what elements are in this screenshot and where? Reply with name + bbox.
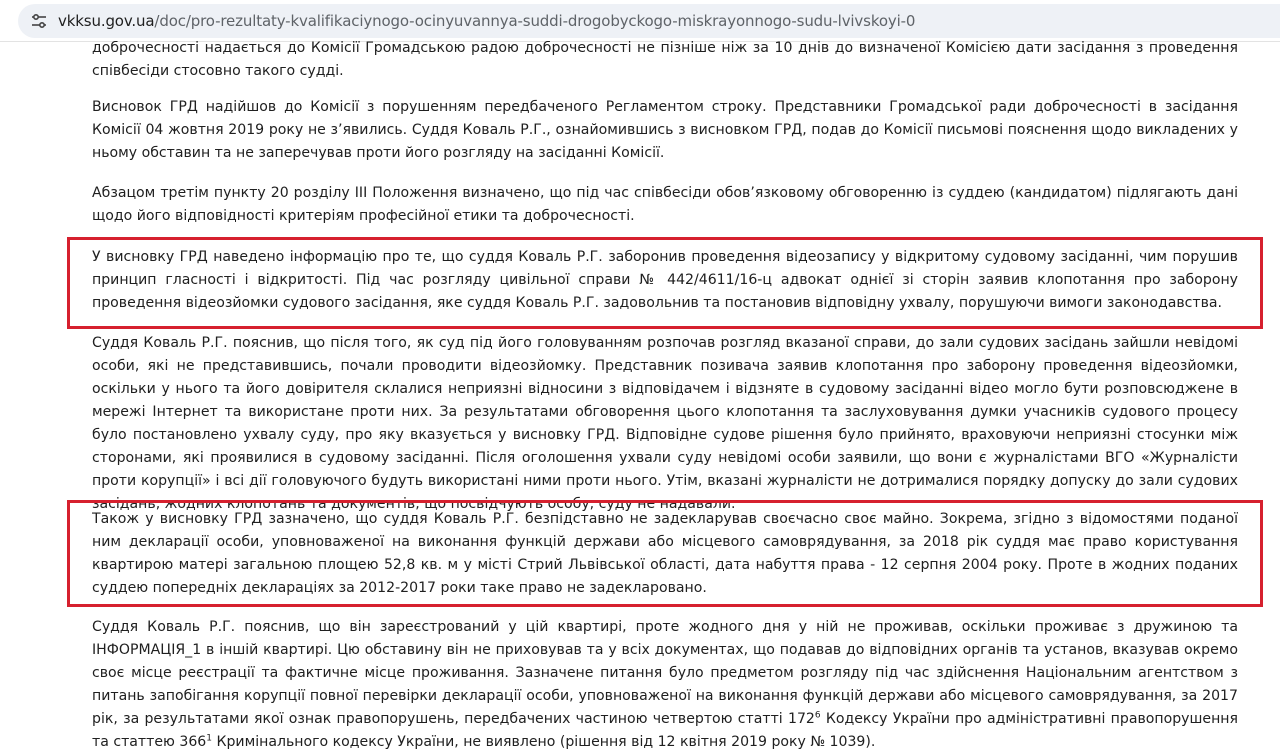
highlight-box-1 xyxy=(67,237,1263,329)
superscript-6: 6 xyxy=(814,710,821,721)
browser-address-bar xyxy=(0,0,1280,42)
url-path: /doc/pro-rezultaty-kvalifikaciynogo-ocinyuvannya-suddi-drogobyckogo-miskrayonnogo-sudu-lvivskoyi-0 xyxy=(154,12,916,30)
highlight-box-2 xyxy=(67,500,1263,607)
paragraph-6-highlighted: Також у висновку ГРД зазначено, що суддя Коваль Р.Г. безпідставно не задекларував своєчасно своє майно. Зокрема, згідно з відомостями поданої ним декларації особи, уповноваженої на виконання функцій держави або місцевого самоврядування, за 2018 рік суддя має право користування квартирою матері загальною площею 52,8 кв. м у місті Стрий Львівської області, дата набуття права - 12 серпня 2004 року. Проте в жодних поданих суддею попередніх деклараціях за 2012-2017 роки таке право не задекларовано. xyxy=(92,511,1238,596)
paragraph-5: Суддя Коваль Р.Г. пояснив, що після того, як суд під його головуванням розпочав розгляд вказаної справи, до зали судових засідань зайшли невідомі особи, які не представившись, почали проводити відеозйомку. Представник позивача заявив клопотання про заборону проведення відеозйомки, оскільки у нього та його довірителя склалися неприязні відносини з відповідачем і відзняте в судовому засіданні відео могло бути розповсюджене в мережі Інтернет та використане проти них. За результатами обговорення цього клопотання та заслуховування думки учасників судового процесу було постановлено ухвалу суду, про яку вказується у висновку ГРД. Відповідне судове рішення було прийнято, враховуючи неприязні стосунки між сторонами, які проявилися в судовому засіданні. Після оголошення ухвали суду невідомі особи заявили, що вони є журналістами ВГО «Журналісти проти корупції» і всі дії головуючого будуть використані ними проти нього. Утім, вказані журналісти не дотрималися порядку допуску до зали судових засідань, жодних клопотань та документів, що посвідчують особу, суду не надавали. xyxy=(92,335,1238,512)
tune-icon[interactable] xyxy=(30,12,48,30)
superscript-1: 1 xyxy=(206,733,212,744)
paragraph-3: Абзацом третім пункту 20 розділу III Положення визначено, що під час співбесіди обов’язковому обговоренню із суддею (кандидатом) підлягають дані щодо його відповідності критеріям професійної етики та доброчесності. xyxy=(92,185,1238,224)
paragraph-2: Висновок ГРД надійшов до Комісії з порушенням передбаченого Регламентом строку. Представники Громадської ради доброчесності в засідання Комісії 04 жовтня 2019 року не з’явились. Суддя Коваль Р.Г., ознайомившись з висновком ГРД, подав до Комісії письмові пояснення щодо викладених у ньому обставин та не заперечував проти його розгляду на засіданні Комісії. xyxy=(92,99,1238,161)
document-content xyxy=(92,41,1238,754)
paragraph-7-text-c: Кримінального кодексу України, не виявлено (рішення від 12 квітня 2019 року № 1039). xyxy=(212,734,876,750)
paragraph-7-text-a: Суддя Коваль Р.Г. пояснив, що він зареєстрований у цій квартирі, проте жодного дня у ній не проживав, оскільки проживає з дружиною та ІНФОРМАЦІЯ_1 в іншій квартирі. Цю обставину він не приховував та у всіх документах, що подавав до відповідних органів та установ, вказував окремо своє місце реєстрації та фактичне місце проживання. Зазначене питання було предметом розгляду під час здійснення Національним агентством з питань запобігання корупції повної перевірки декларації особи, уповноваженої на виконання функцій держави або місцевого самоврядування, за 2017 рік, за результатами якої ознак правопорушень, передбачених частиною четвертою статті 172 xyxy=(92,619,1238,727)
omnibox[interactable] xyxy=(18,4,1280,38)
paragraph-7 xyxy=(92,616,1238,754)
paragraph-4-highlighted: У висновку ГРД наведено інформацію про те, що суддя Коваль Р.Г. заборонив проведення відеозапису у відкритому судовому засіданні, чим порушив принцип гласності і відкритості. Під час розгляду цивільної справи № 442/4611/16-ц адвокат однієї зі сторін заявив клопотання про заборону проведення відеозйомки судового засідання, яке суддя Коваль Р.Г. задовольнив та постановив відповідну ухвалу, порушуючи вимоги законодавства. xyxy=(92,249,1238,311)
url-text[interactable] xyxy=(58,12,915,30)
paragraph-7-text-b: Кодексу України про адміністративні правопорушення та статтею 366 xyxy=(92,711,1238,750)
url-host: vkksu.gov.ua xyxy=(58,12,155,30)
paragraph-1: доброчесності надається до Комісії Громадською радою доброчесності не пізніше ніж за 10 днів до визначеної Комісією дати засідання з проведення співбесіди стосовно такого судді. xyxy=(92,41,1238,79)
